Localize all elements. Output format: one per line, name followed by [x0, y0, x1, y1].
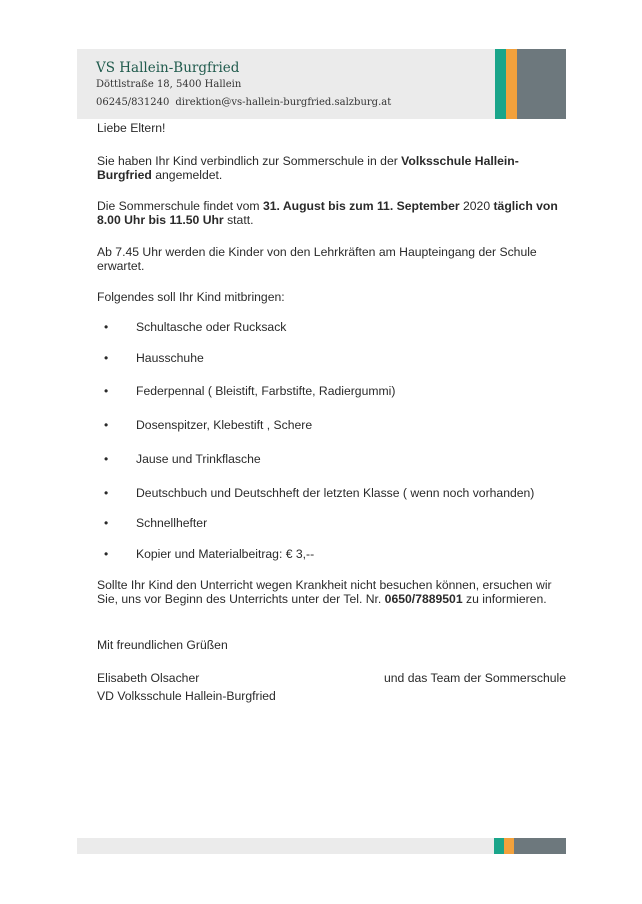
paragraph-text: Sollte Ihr Kind den Unterricht wegen Krankheit nicht besuchen können, ersuchen wir Sie, uns vor Beginn des Unterrichts unter der Tel. Nr.	[97, 578, 552, 606]
list-item-text: Schultasche oder Rucksack	[136, 320, 287, 334]
bullet-dot: •	[104, 351, 109, 365]
school-name: VS Hallein-Burgfried	[96, 60, 240, 76]
paragraph-text: angemeldet.	[151, 168, 223, 182]
school-email: direktion@vs-hallein-burgfried.salzburg.at	[175, 97, 392, 108]
bullet-dot: •	[104, 452, 109, 466]
bullet-dot: •	[104, 547, 109, 561]
bullet-dot: •	[104, 516, 109, 530]
list-item-text: Deutschbuch und Deutschheft der letzten Klasse ( wenn noch vorhanden)	[136, 486, 535, 500]
signer-title: VD Volksschule Hallein-Burgfried	[97, 689, 276, 703]
orange-stripe	[504, 838, 514, 854]
bullet-dot: •	[104, 486, 109, 500]
greeting: Liebe Eltern!	[97, 121, 166, 135]
footer-band	[77, 838, 566, 854]
school-contact	[96, 97, 391, 108]
paragraph-text: Die Sommerschule findet vom	[97, 199, 263, 213]
date-range-bold: 31. August bis zum 11. September	[262, 199, 460, 213]
list-item-text: Schnellhefter	[136, 516, 208, 530]
paragraph-text: 2020	[459, 199, 494, 213]
paragraph-text: zu informieren.	[462, 592, 547, 606]
school-name-bold: Volksschule Hallein-Burgfried	[97, 154, 519, 182]
gray-stripe	[514, 838, 566, 854]
letterhead	[77, 49, 566, 119]
list-item-text: Dosenspitzer, Klebestift , Schere	[136, 418, 313, 432]
bullet-dot: •	[104, 384, 109, 398]
list-item-text: Hausschuhe	[136, 351, 204, 365]
paragraph-bring-intro: Folgendes soll Ihr Kind mitbringen:	[97, 290, 285, 304]
green-stripe	[495, 49, 506, 119]
paragraph-text: statt.	[223, 213, 254, 227]
team-signature: und das Team der Sommerschule	[383, 671, 566, 685]
gray-stripe	[517, 49, 566, 119]
green-stripe	[494, 838, 504, 854]
school-address: Döttlstraße 18, 5400 Hallein	[96, 79, 242, 90]
orange-stripe	[506, 49, 517, 119]
bullet-dot: •	[104, 418, 109, 432]
paragraph-text: Sie haben Ihr Kind verbindlich zur Sommerschule in der	[97, 154, 402, 168]
signer-name: Elisabeth Olsacher	[97, 671, 200, 685]
paragraph-registration	[97, 154, 572, 182]
list-item-text: Jause und Trinkflasche	[136, 452, 261, 466]
list-item-text: Federpennal ( Bleistift, Farbstifte, Radiergummi)	[136, 384, 396, 398]
paragraph-illness	[97, 578, 572, 606]
closing: Mit freundlichen Grüßen	[97, 638, 228, 652]
paragraph-dates	[97, 199, 572, 227]
phone-number-bold: 0650/7889501	[384, 592, 463, 606]
bullet-dot: •	[104, 320, 109, 334]
paragraph-arrival: Ab 7.45 Uhr werden die Kinder von den Lehrkräften am Haupteingang der Schule erwartet.	[97, 245, 537, 273]
list-item-text: Kopier und Materialbeitrag: € 3,--	[136, 547, 315, 561]
school-phone: 06245/831240	[96, 97, 170, 108]
time-range-bold: täglich von 8.00 Uhr bis 11.50 Uhr	[97, 199, 558, 227]
